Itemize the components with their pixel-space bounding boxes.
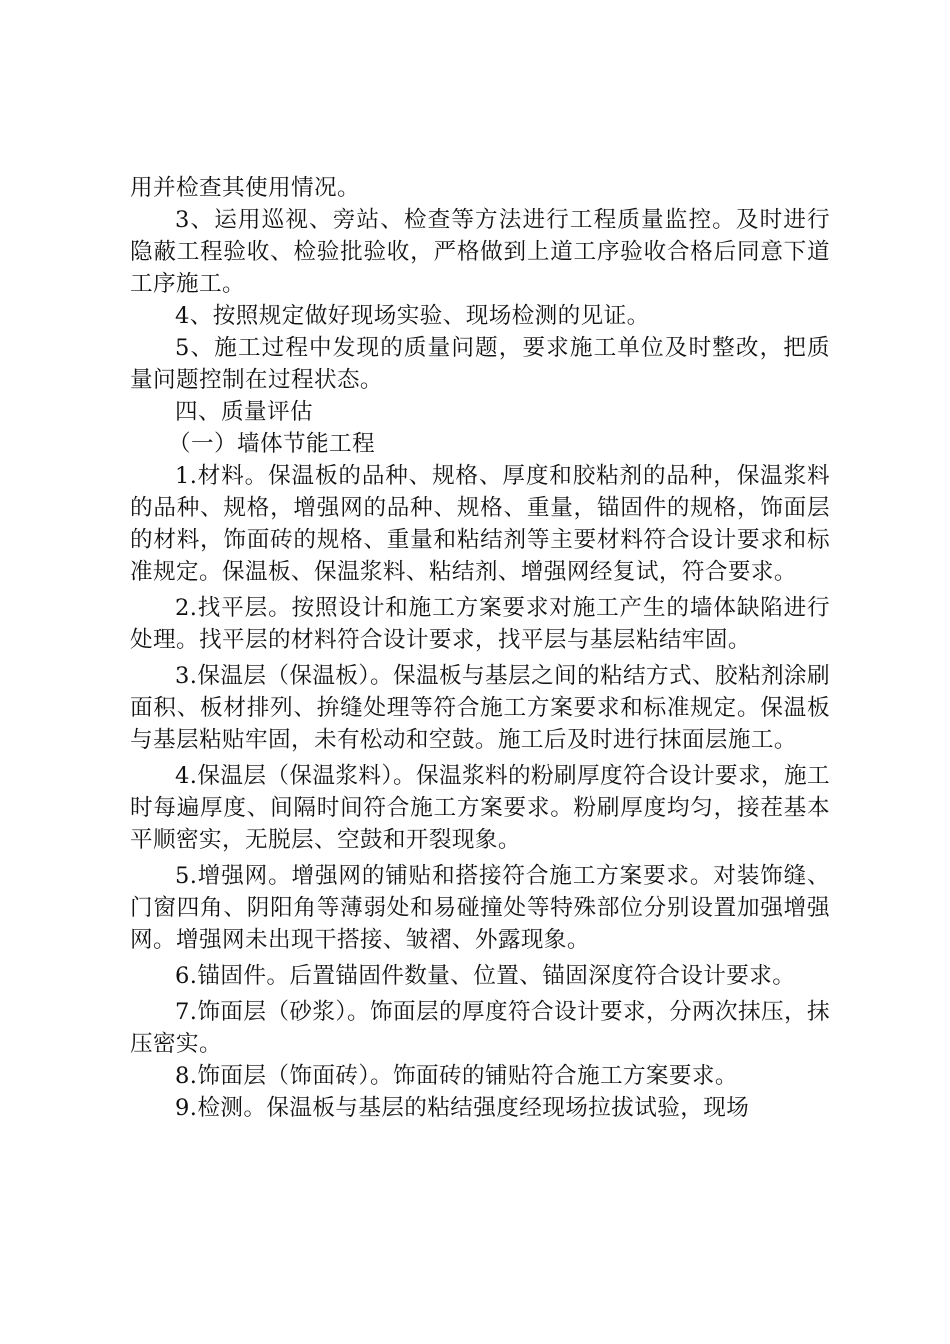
paragraph-reinforcement-mesh: 5.增强网。增强网的铺贴和搭接符合施工方案要求。对装饰缝、门窗四角、阴阳角等薄弱处和易碰撞处等特殊部位分别设置加强增强网。增强网未出现干搭接、皱褶、外露现象。	[130, 863, 830, 953]
paragraph-anchors: 6.锚固件。后置锚固件数量、位置、锚固深度符合设计要求。	[175, 963, 796, 989]
section-heading-quality-assessment: 四、质量评估	[175, 399, 313, 425]
paragraph-testing: 9.检测。保温板与基层的粘结强度经现场拉拔试验，现场	[175, 1095, 750, 1121]
paragraph-insulation-mortar: 4.保温层（保温浆料）。保温浆料的粉刷厚度符合设计要求，施工时每遍厚度、间隔时间符合施工方案要求。粉刷厚度均匀，接茬基本平顺密实，无脱层、空鼓和开裂现象。	[130, 763, 830, 853]
paragraph-finish-tiles: 8.饰面层（饰面砖）。饰面砖的铺贴符合施工方案要求。	[175, 1063, 738, 1089]
paragraph-materials: 1.材料。保温板的品种、规格、厚度和胶粘剂的品种，保温浆料的品种、规格，增强网的品种、规格、重量，锚固件的规格，饰面层的材料，饰面砖的规格、重量和粘结剂等主要材料符合设计要求和标准规定。保温板、保温浆料、粘结剂、增强网经复试，符合要求。	[130, 463, 830, 585]
paragraph-continuation: 用并检查其使用情况。	[130, 175, 360, 201]
paragraph-insulation-board: 3.保温层（保温板）。保温板与基层之间的粘结方式、胶粘剂涂刷面积、板材排列、拚缝处理等符合施工方案要求和标准规定。保温板与基层粘贴牢固，未有松动和空鼓。施工后及时进行抹面层施工。	[130, 663, 830, 753]
paragraph-item-4: 4、按照规定做好现场实验、现场检测的见证。	[175, 303, 650, 329]
document-body	[130, 172, 830, 1124]
paragraph-item-5: 5、施工过程中发现的质量问题，要求施工单位及时整改，把质量问题控制在过程状态。	[130, 335, 830, 393]
paragraph-item-3: 3、运用巡视、旁站、检查等方法进行工程质量监控。及时进行隐蔽工程验收、检验批验收，严格做到上道工序验收合格后同意下道工序施工。	[130, 207, 830, 297]
paragraph-leveling-layer: 2.找平层。按照设计和施工方案要求对施工产生的墙体缺陷进行处理。找平层的材料符合设计要求，找平层与基层粘结牢固。	[130, 595, 830, 653]
subsection-heading-wall-energy: （一）墙体节能工程	[168, 431, 375, 457]
paragraph-finish-mortar: 7.饰面层（砂浆）。饰面层的厚度符合设计要求，分两次抹压，抹压密实。	[130, 999, 830, 1057]
